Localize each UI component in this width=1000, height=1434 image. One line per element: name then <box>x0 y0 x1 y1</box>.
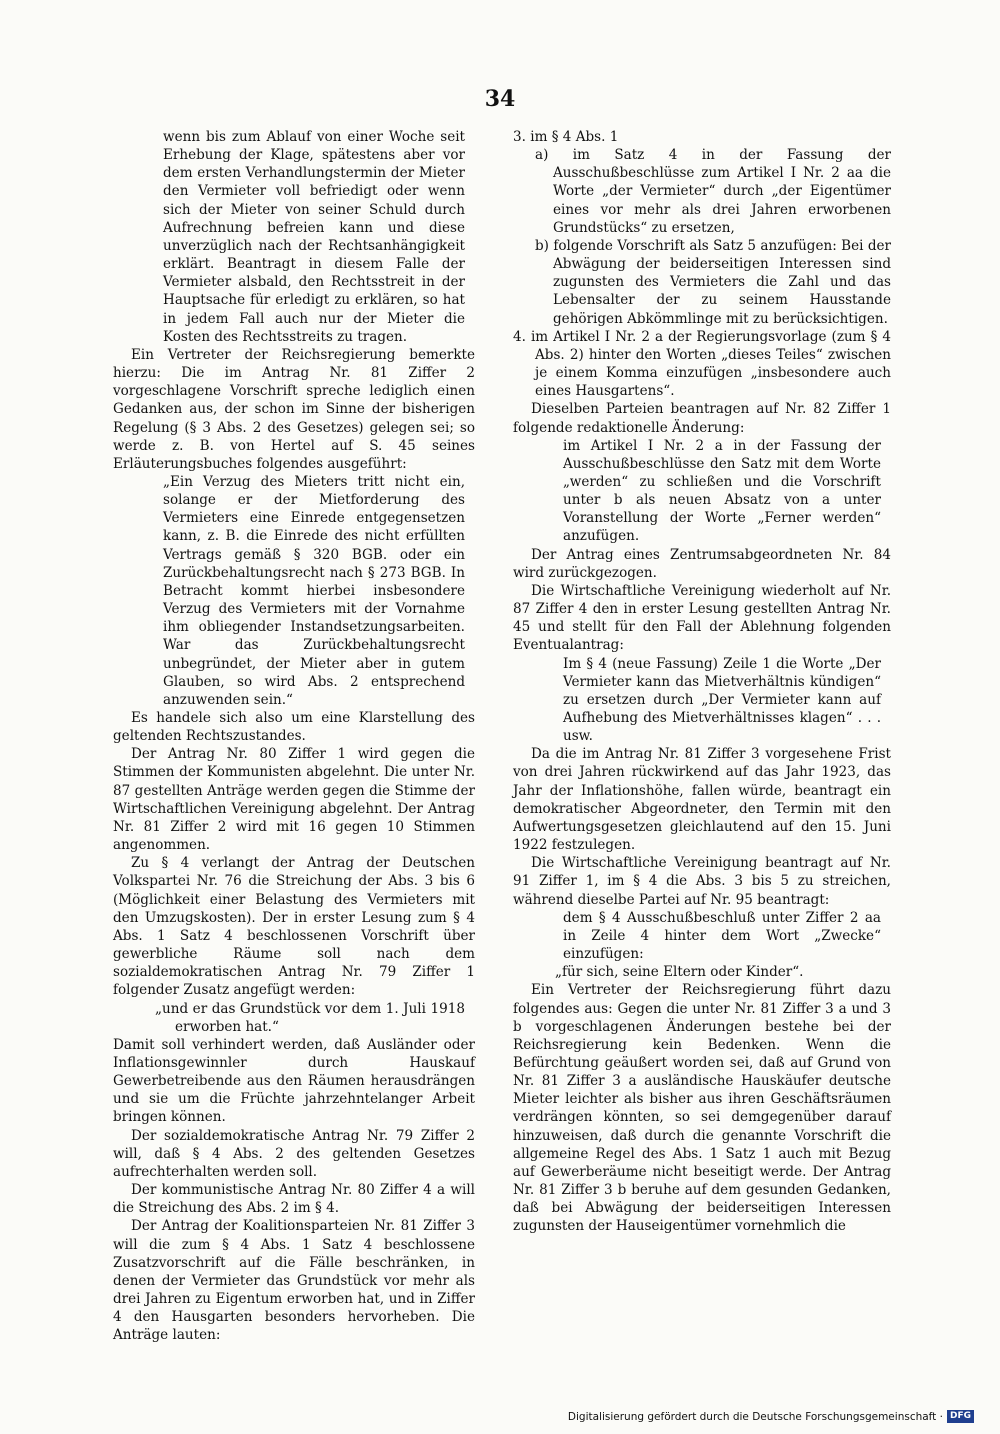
paragraph: Dieselben Parteien beantragen auf Nr. 82 Ziffer 1 folgende redaktionelle Änderung: <box>513 401 891 436</box>
paragraph: a) im Satz 4 in der Fassung der Ausschußbeschlüsse zum Artikel I Nr. 2 aa die Worte „der Vermieter“ durch „der Eigentümer eines vor mehr als drei Jahren erworbenen Grundstücks“ zu ersetzen, <box>535 147 891 236</box>
paragraph: 4. im Artikel I Nr. 2 a der Regierungsvorlage (zum § 4 Abs. 2) hinter den Worten „dieses Teiles“ zwischen je einem Komma einzufügen „insbesondere auch eines Hausgartens“. <box>513 328 891 400</box>
paragraph: Ein Vertreter der Reichsregierung bemerkte hierzu: Die im Antrag Nr. 81 Ziffer 2 vorgeschlagene Vorschrift spreche lediglich einen Gedanken aus, der schon im Sinne der bisherigen Regelung (§ 3 Abs. 2 des Gesetzes) gelegen sei; so werde z. B. von Hertel auf S. 45 seines Erläuterungsbuches folgendes ausgeführt: <box>113 346 475 472</box>
right-column <box>513 128 891 1236</box>
paragraph: Im § 4 (neue Fassung) Zeile 1 die Worte „Der Vermieter kann das Mietverhältnis kündigen“ zu ersetzen durch „Der Vermieter kann auf Aufhebung des Mietverhältnisses klagen“ . . . usw. <box>563 655 881 745</box>
paragraph: Ein Vertreter der Reichsregierung führt dazu folgendes aus: Gegen die unter Nr. 81 Ziffer 3 a und 3 b vorgeschlagenen Änderungen bestehe bei der Reichsregierung kein Bedenken. Wenn die Befürchtung geäußert worden sei, daß auf Grund von Nr. 81 Ziffer 3 a ausländische Hauskäufer deutsche Mieter leichter als bisher aus ihren Geschäftsräumen verdrängen könnten, so sei demgegenüber darauf hinzuweisen, daß durch die genannte Vorschrift die allgemeine Regel des Abs. 1 Satz 1 auch mit Bezug auf Gewerberäume nicht beseitigt werde. Der Antrag Nr. 81 Ziffer 3 b beruhe auf dem gesunden Gedanken, daß bei Abwägung der beiderseitigen Interessen zugunsten der Hauseigentümer vornehmlich die <box>513 982 891 1235</box>
paragraph: Der Antrag Nr. 80 Ziffer 1 wird gegen die Stimmen der Kommunisten abgelehnt. Die unter Nr. 87 gestellten Anträge werden gegen die Stimme der Wirtschaftlichen Vereinigung abgelehnt. Der Antrag Nr. 81 Ziffer 2 wird mit 16 gegen 10 Stimmen angenommen. <box>113 746 475 854</box>
paragraph: „und er das Grundstück vor dem 1. Juli 1918 erworben hat.“ <box>155 1000 465 1035</box>
page-number: 34 <box>484 86 516 112</box>
paragraph: Damit soll verhindert werden, daß Ausländer oder Inflationsgewinnler durch Hauskauf Gewerbetreibende aus den Räumen herausdrängen und sie um die Früchte jahrzehntelanger Arbeit bringen können. <box>113 1036 475 1126</box>
paragraph: b) folgende Vorschrift als Satz 5 anzufügen: Bei der Abwägung der beiderseitigen Interessen sind zugunsten des Vermieters die Zahl und das Lebensalter der zu seinem Hausstande gehörigen Abkömmlinge mit zu berücksichtigen. <box>535 237 891 327</box>
paragraph: „für sich, seine Eltern oder Kinder“. <box>555 964 804 981</box>
paragraph: im Artikel I Nr. 2 a in der Fassung der Ausschußbeschlüsse den Satz mit dem Worte „werden“ zu schließen und die Vorschrift unter b als neuen Absatz von a unter Voranstellung der Worte „Ferner werden“ anzufügen. <box>563 437 881 545</box>
funding-note: Digitalisierung gefördert durch die Deutsche Forschungsgemeinschaft · <box>567 1410 943 1423</box>
paragraph: „Ein Verzug des Mieters tritt nicht ein, solange er der Mietforderung des Vermieters eine Einrede entgegensetzen kann, z. B. die Einrede des nicht erfüllten Vertrags gemäß § 320 BGB. oder ein Zurückbehaltungsrecht nach § 273 BGB. In Betracht kommt hierbei insbesondere Verzug des Vermieters mit der Vornahme ihm obliegender Instandsetzungsarbeiten. War das Zurückbehaltungsrecht unbegründet, der Mieter aber in gutem Glauben, so wird Abs. 2 entsprechend anzuwenden sein.“ <box>163 473 465 708</box>
left-column <box>113 128 475 1344</box>
paragraph: Der kommunistische Antrag Nr. 80 Ziffer 4 a will die Streichung des Abs. 2 im § 4. <box>113 1182 475 1217</box>
paragraph: Die Wirtschaftliche Vereinigung beantragt auf Nr. 91 Ziffer 1, im § 4 die Abs. 3 bis 5 zu streichen, während dieselbe Partei auf Nr. 95 beantragt: <box>513 855 891 908</box>
paragraph: Die Wirtschaftliche Vereinigung wiederholt auf Nr. 87 Ziffer 4 den in erster Lesung gestellten Antrag Nr. 45 und stellt für den Fall der Ablehnung folgenden Eventualantrag: <box>513 582 891 654</box>
paragraph: wenn bis zum Ablauf von einer Woche seit Erhebung der Klage, spätestens aber vor dem ersten Verhandlungstermin der Mieter den Vermieter voll befriedigt oder wenn sich der Mieter von seiner Schuld durch Aufrechnung befreien kann und diese unverzüglich nach der Rechtsanhängigkeit erklärt. Beantragt in diesem Falle der Vermieter alsbald, den Rechtsstreit in der Hauptsache für erledigt zu erklären, so hat in jedem Fall auch nur der Mieter die Kosten des Rechtsstreits zu tragen. <box>163 129 465 345</box>
digitization-footer <box>568 1410 974 1423</box>
paragraph: Der Antrag der Koalitionsparteien Nr. 81 Ziffer 3 will die zum § 4 Abs. 1 Satz 4 beschlossene Zusatzvorschrift auf die Fälle beschränken, in denen der Vermieter das Grundstück vor mehr als drei Jahren zu Eigentum erworben hat, und in Ziffer 4 den Hausgarten besonders hervorheben. Die Anträge lauten: <box>113 1218 475 1344</box>
paragraph: Es handele sich also um eine Klarstellung des geltenden Rechtszustandes. <box>113 710 475 745</box>
paragraph: Der Antrag eines Zentrumsabgeordneten Nr. 84 wird zurückgezogen. <box>513 546 891 581</box>
paragraph: dem § 4 Ausschußbeschluß unter Ziffer 2 aa in Zeile 4 hinter dem Wort „Zwecke“ einzufügen: <box>563 909 881 963</box>
dfg-logo: DFG <box>947 1410 974 1423</box>
paragraph: Zu § 4 verlangt der Antrag der Deutschen Volkspartei Nr. 76 die Streichung der Abs. 3 bis 6 (Möglichkeit einer Belastung des Vermieters mit den Umzugskosten). Der in erster Lesung zum § 4 Abs. 1 Satz 4 beschlossenen Vorschrift über gewerbliche Räume soll nach dem sozialdemokratischen Antrag Nr. 79 Ziffer 1 folgender Zusatz angefügt werden: <box>113 855 475 999</box>
paragraph: Da die im Antrag Nr. 81 Ziffer 3 vorgesehene Frist von drei Jahren rückwirkend auf das Jahr 1923, das Jahr der Inflationshöhe, fallen würde, beantragt ein demokratischer Abgeordneter, den Termin mit den Aufwertungsgesetzen gleichlautend auf den 15. Juni 1922 festzulegen. <box>513 746 891 854</box>
paragraph: 3. im § 4 Abs. 1 <box>513 129 619 145</box>
paragraph: Der sozialdemokratische Antrag Nr. 79 Ziffer 2 will, daß § 4 Abs. 2 des geltenden Gesetzes aufrechterhalten werden soll. <box>113 1127 475 1180</box>
